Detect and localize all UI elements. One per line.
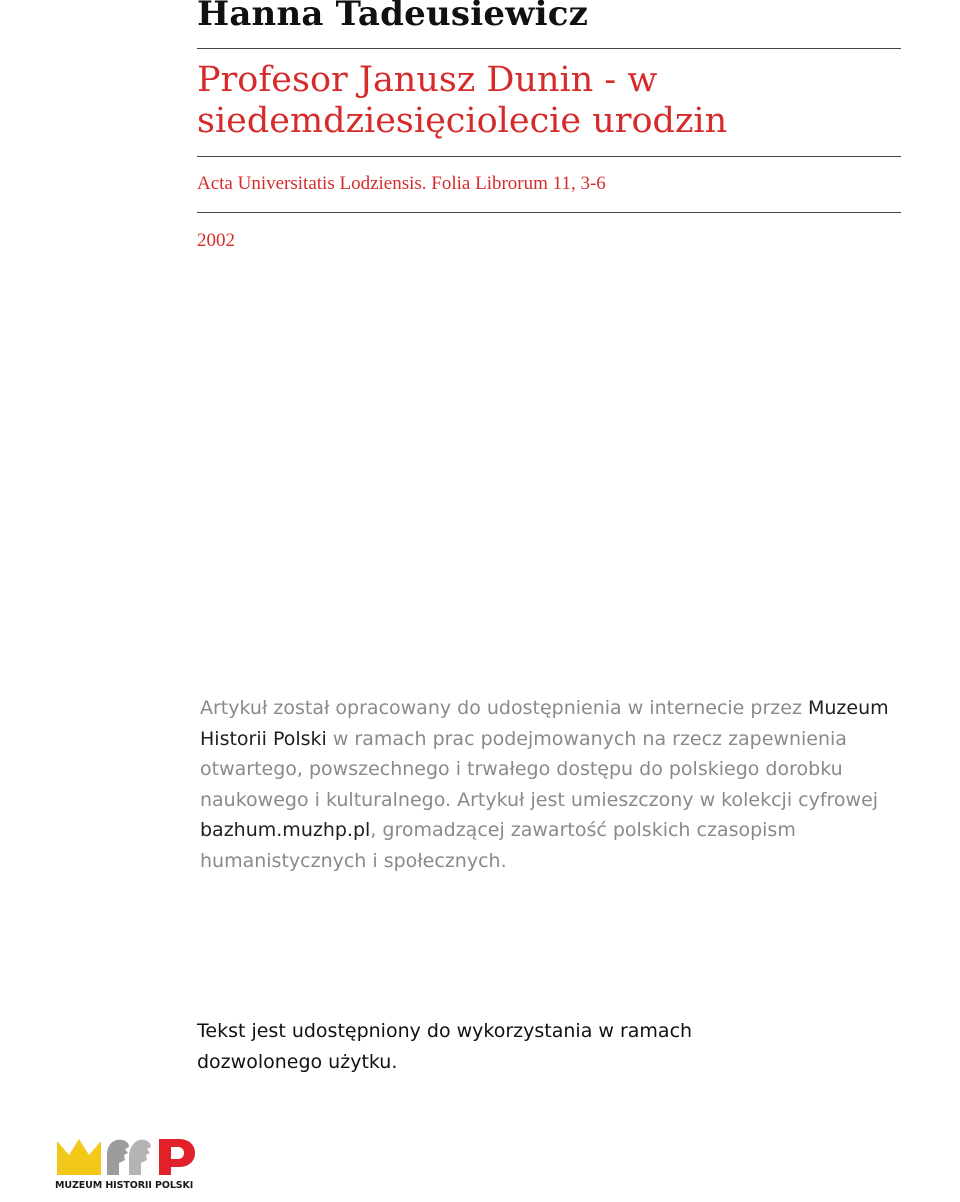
profile-shape bbox=[129, 1140, 151, 1175]
museum-logo bbox=[55, 1135, 205, 1195]
notice-text: , gromadzącej zawartość polskich czasopism humanistycznych i społecznych. bbox=[200, 819, 796, 872]
journal-citation: Acta Universitatis Lodziensis. Folia Librorum 11, 3-6 bbox=[197, 173, 606, 194]
author-name: Hanna Tadeusiewicz bbox=[197, 0, 589, 34]
museum-logo-mark bbox=[55, 1135, 205, 1181]
p-letter-shape bbox=[159, 1139, 195, 1175]
usage-notice: Tekst jest udostępniony do wykorzystania w ramach dozwolonego użytku. bbox=[197, 1020, 693, 1073]
divider-line bbox=[197, 212, 901, 213]
museum-name: Muzeum Historii Polski bbox=[200, 697, 889, 750]
museum-logo-text: MUZEUM HISTORII POLSKI bbox=[55, 1180, 194, 1191]
article-title: Profesor Janusz Dunin - w siedemdziesięciolecie urodzin bbox=[197, 60, 728, 141]
publication-year: 2002 bbox=[197, 230, 235, 251]
notice-text: w ramach prac podejmowanych na rzecz zapewnienia otwartego, powszechnego i trwałego dostępu do polskiego dorobku naukowego i kulturalnego. Artykuł jest umieszczony w kolekcji cyfrowej bbox=[200, 727, 879, 811]
profile-shape bbox=[107, 1140, 129, 1175]
divider-line bbox=[197, 48, 901, 49]
notice-text: Artykuł został opracowany do udostępnienia w internecie przez bbox=[200, 697, 808, 719]
divider-line bbox=[197, 156, 901, 157]
crown-shape bbox=[57, 1139, 101, 1175]
collection-site-link[interactable]: bazhum.muzhp.pl bbox=[200, 819, 371, 841]
digitization-notice bbox=[200, 693, 900, 876]
